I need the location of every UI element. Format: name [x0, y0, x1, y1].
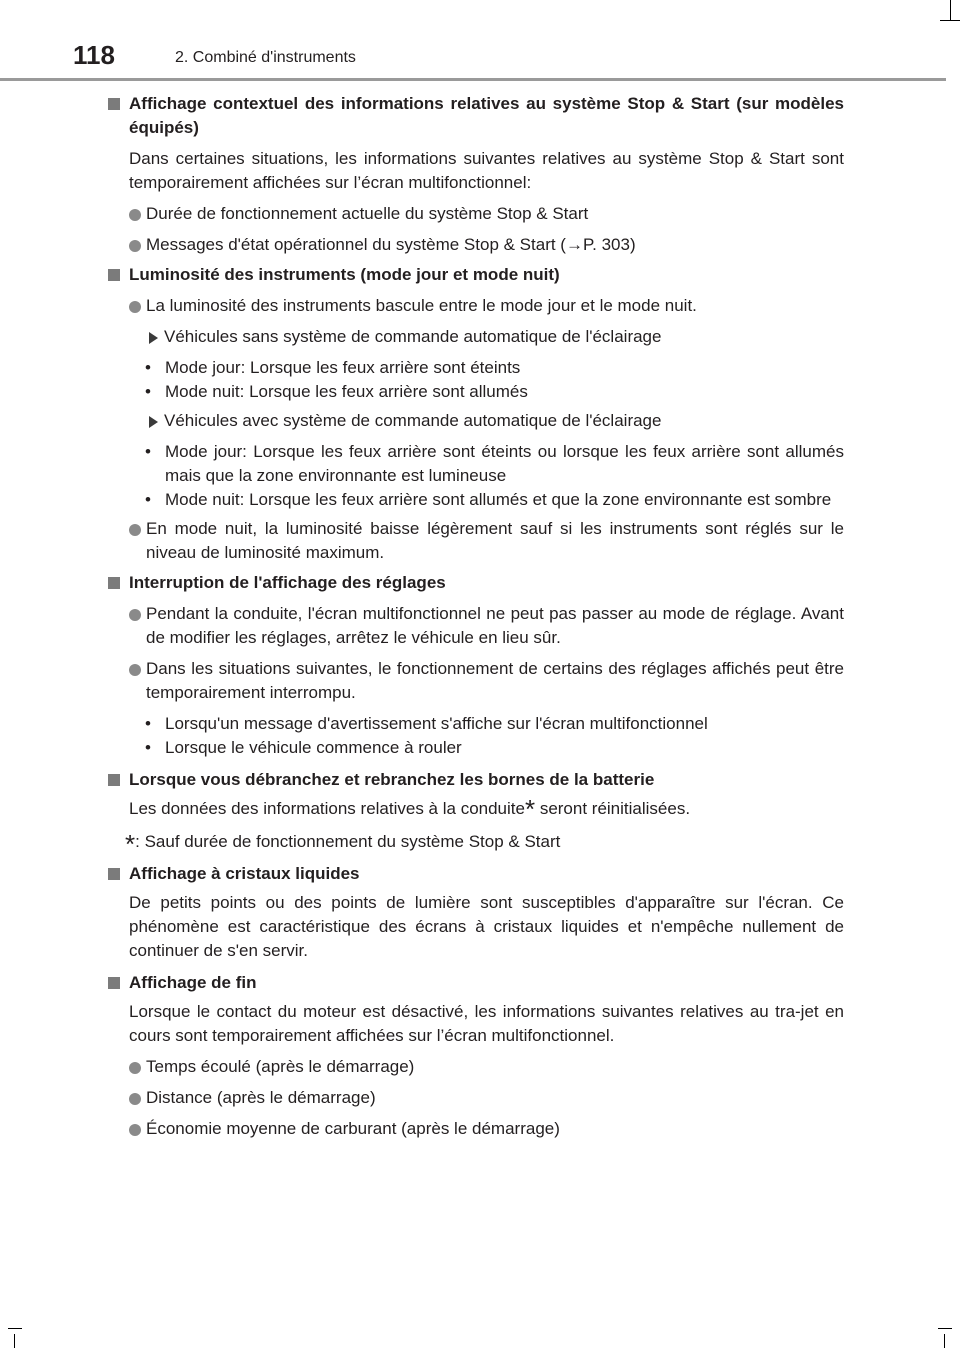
footnote: *: Sauf durée de fonctionnement du système Stop & Start [125, 829, 561, 859]
square-bullet-icon [108, 868, 120, 880]
page-body [108, 92, 844, 1141]
chapter-title: 2. Combiné d'instruments [175, 49, 356, 66]
battery-text: Les données des informations relatives à la conduite* seront réinitialisées. [129, 794, 691, 824]
circle-bullet-icon [129, 1093, 141, 1105]
crop-mark [8, 1328, 22, 1329]
circle-bullet-icon [129, 524, 141, 536]
section-title-interruption: Interruption de l'affichage des réglages [108, 571, 844, 595]
section-title-end-display: Affichage de fin [108, 971, 844, 995]
sub-list-item: • Mode jour: Lorsque les feux arrière sont éteints ou lorsque les feux arrière sont allumés mais que la zone environnante est lumineuse [145, 442, 844, 485]
dot-bullet-icon: • [145, 738, 151, 757]
footnote-marker: * [125, 829, 136, 859]
square-bullet-icon [108, 977, 120, 989]
list-item: La luminosité des instruments bascule entre le mode jour et le mode nuit. [108, 294, 844, 318]
list-item: Dans les situations suivantes, le fonctionnement de certains des réglages affichés peut être temporairement interrompu. [108, 657, 844, 705]
section-title-brightness: Luminosité des instruments (mode jour et mode nuit) [108, 263, 844, 287]
crop-mark [940, 20, 960, 21]
crop-mark [14, 1334, 15, 1348]
list-item: Économie moyenne de carburant (après le démarrage) [108, 1117, 844, 1141]
condition-heading: Véhicules sans système de commande automatique de l'éclairage [108, 325, 844, 349]
sub-list-item: • Mode jour: Lorsque les feux arrière sont éteints [108, 356, 844, 380]
list-item: Messages d'état opérationnel du système Stop & Start (→P. 303) [108, 233, 844, 257]
square-bullet-icon [108, 774, 120, 786]
list-item: Durée de fonctionnement actuelle du système Stop & Start [108, 202, 844, 226]
page-number: 118 [73, 40, 115, 70]
circle-bullet-icon [129, 664, 141, 676]
circle-bullet-icon [129, 1062, 141, 1074]
list-item: Temps écoulé (après le démarrage) [108, 1055, 844, 1079]
crop-mark [938, 1328, 952, 1329]
footnote-marker: * [524, 794, 536, 824]
circle-bullet-icon [129, 209, 141, 221]
sub-list-item: • Lorsqu'un message d'avertissement s'affiche sur l'écran multifonctionnel [108, 712, 844, 736]
square-bullet-icon [108, 269, 120, 281]
circle-bullet-icon [129, 301, 141, 313]
dot-bullet-icon: • [145, 382, 151, 401]
circle-bullet-icon [129, 240, 141, 252]
triangle-arrow-icon [149, 332, 158, 344]
header-rule [0, 78, 946, 81]
page-reference-arrow-icon: → [565, 235, 583, 254]
crop-mark [950, 0, 951, 20]
triangle-arrow-icon [149, 416, 158, 428]
dot-bullet-icon: • [145, 714, 151, 733]
circle-bullet-icon [129, 609, 141, 621]
square-bullet-icon [108, 577, 120, 589]
square-bullet-icon [108, 98, 120, 110]
sub-list-item: • Mode nuit: Lorsque les feux arrière sont allumés [108, 380, 844, 404]
page-header [0, 38, 960, 82]
sub-list-item: • Mode nuit: Lorsque les feux arrière sont allumés et que la zone environnante est sombre [108, 488, 844, 512]
list-item: Pendant la conduite, l'écran multifonctionnel ne peut pas passer au mode de réglage. Avant de modifier les réglages, arrêtez le véhicule en lieu sûr. [108, 602, 844, 650]
section-title-battery: Lorsque vous débranchez et rebranchez les bornes de la batterie [108, 768, 844, 792]
sub-list-item: • Lorsque le véhicule commence à rouler [108, 736, 844, 760]
lcd-text: De petits points ou des points de lumière sont susceptibles d'apparaître sur l'écran. Ce phénomène est caractéristique des écrans à cristaux liquides et n'empêche nullement de continuer de s'en servir. [129, 893, 844, 960]
end-display-text: Lorsque le contact du moteur est désactivé, les informations suivantes relatives au tra-jet en cours sont temporairement affichées sur l’écran multifonctionnel. [129, 1002, 844, 1045]
dot-bullet-icon: • [145, 490, 151, 509]
condition-heading: Véhicules avec système de commande automatique de l'éclairage [108, 409, 844, 433]
crop-mark [944, 1334, 945, 1348]
section-title-lcd: Affichage à cristaux liquides [108, 862, 844, 886]
list-item: En mode nuit, la luminosité baisse légèrement sauf si les instruments sont réglés sur le niveau de luminosité maximum. [108, 517, 844, 565]
stop-start-intro: Dans certaines situations, les informations suivantes relatives au système Stop & Start sont temporairement affichées sur l’écran multifonctionnel: [129, 149, 844, 192]
list-item: Distance (après le démarrage) [108, 1086, 844, 1110]
page-reference: P. 303) [582, 235, 636, 254]
dot-bullet-icon: • [145, 442, 151, 461]
section-title-stop-start: Affichage contextuel des informations relatives au système Stop & Start (sur modèles équipés) [108, 92, 844, 140]
circle-bullet-icon [129, 1124, 141, 1136]
dot-bullet-icon: • [145, 358, 151, 377]
